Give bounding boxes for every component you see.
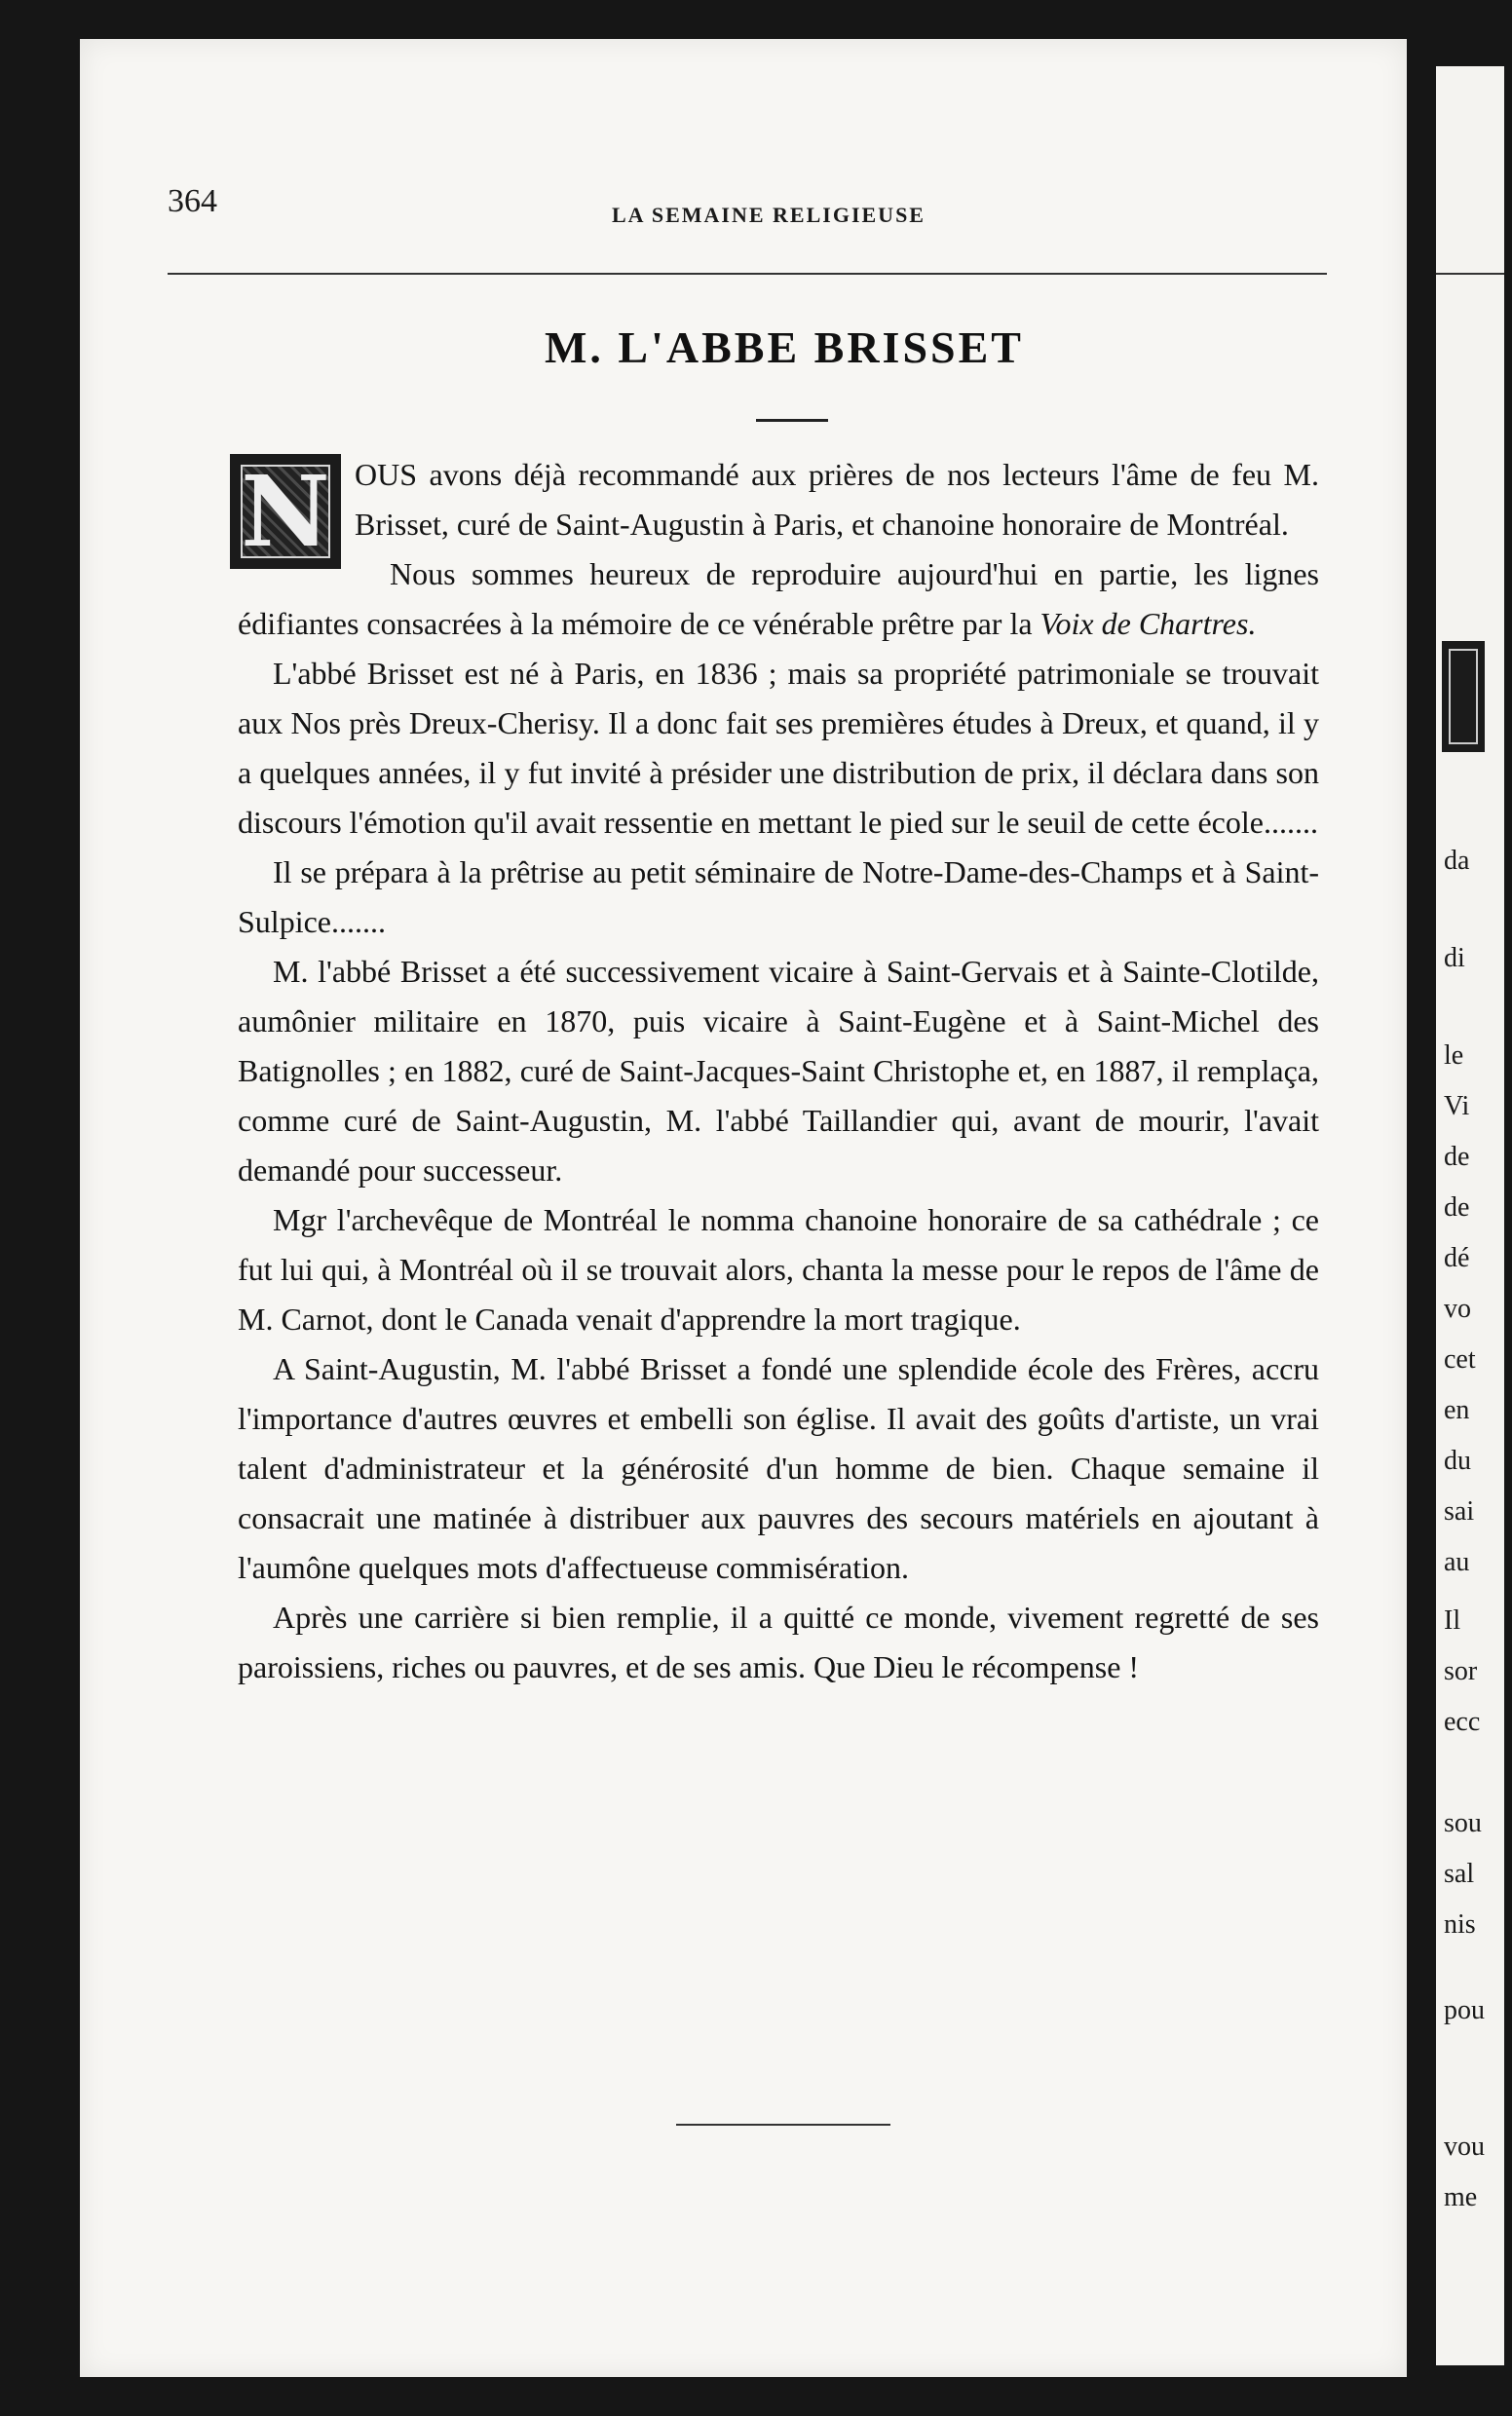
facing-page-fragment: au bbox=[1444, 1547, 1470, 1577]
facing-page-rule bbox=[1436, 273, 1504, 275]
running-title: LA SEMAINE RELIGIEUSE bbox=[612, 203, 926, 227]
facing-page-fragment: en bbox=[1444, 1395, 1470, 1425]
facing-page-fragment: da bbox=[1444, 846, 1470, 876]
facing-page-fragment: vou bbox=[1444, 2132, 1485, 2162]
paragraph-3 bbox=[238, 649, 1319, 848]
paragraph-2 bbox=[238, 549, 1319, 649]
paragraph-text: OUS avons déjà recommandé aux prières de nos lecteurs l'âme de feu M. Brisset, curé de Saint-Augustin à Paris, et chanoine honoraire de Montréal. bbox=[355, 457, 1319, 542]
paragraph-text: Après une carrière si bien remplie, il a quitté ce monde, vivement regretté de ses paroissiens, riches ou pauvres, et de ses amis. Que Dieu le récompense ! bbox=[238, 1600, 1319, 1684]
paragraph-8 bbox=[238, 1593, 1319, 1692]
facing-page-dropcap bbox=[1442, 641, 1485, 752]
page-number: 364 bbox=[168, 183, 217, 219]
title-rule bbox=[756, 419, 828, 422]
paragraph-7 bbox=[238, 1344, 1319, 1593]
end-rule bbox=[676, 2124, 890, 2126]
header-rule bbox=[168, 273, 1327, 275]
dropcap-ornament bbox=[230, 454, 341, 569]
facing-page-fragment: pou bbox=[1444, 1995, 1485, 2025]
facing-page-fragment: de bbox=[1444, 1142, 1470, 1172]
page-header bbox=[168, 183, 1327, 242]
paragraph-text: Nous sommes heureux de reproduire aujourd'hui en partie, les lignes édifiantes consacrées à la mémoire de ce vénérable prêtre par la bbox=[238, 556, 1319, 641]
facing-page-fragment: di bbox=[1444, 943, 1465, 973]
facing-page-edge bbox=[1436, 66, 1504, 2365]
paragraph-6 bbox=[238, 1195, 1319, 1344]
facing-page-fragment: dé bbox=[1444, 1243, 1470, 1273]
source-title: Voix de Chartres. bbox=[1040, 606, 1257, 641]
facing-page-fragment: sai bbox=[1444, 1496, 1475, 1527]
facing-page-fragment: vo bbox=[1444, 1294, 1471, 1324]
facing-page-fragment: Il bbox=[1444, 1605, 1461, 1636]
paragraph-text: M. l'abbé Brisset a été successivement vicaire à Saint-Gervais et à Sainte-Clotilde, aumônier militaire en 1870, puis vicaire à Saint-Eugène et à Saint-Michel des Batignolles ; en 1882, curé de Saint-Jacques-Saint Christophe et, en 1887, il remplaça, comme curé de Saint-Augustin, M. l'abbé Taillandier qui, avant de mourir, l'avait demandé pour successeur. bbox=[238, 954, 1319, 1188]
paragraph-4 bbox=[238, 848, 1319, 947]
paragraph-5 bbox=[238, 947, 1319, 1195]
facing-page-fragment: nis bbox=[1444, 1909, 1476, 1940]
article-title: M. L'ABBE BRISSET bbox=[545, 322, 1024, 372]
paragraph-text: Il se prépara à la prêtrise au petit séminaire de Notre-Dame-des-Champs et à Saint-Sulpice....... bbox=[238, 854, 1319, 939]
paragraph-text: L'abbé Brisset est né à Paris, en 1836 ; mais sa propriété patrimoniale se trouvait aux Nos près Dreux-Cherisy. Il a donc fait ses premières études à Dreux, et quand, il y a quelques années, il y fut invité à présider une distribution de prix, il déclara dans son discours l'émotion qu'il avait ressentie en mettant le pied sur le seuil de cette école....... bbox=[238, 656, 1319, 840]
facing-page-fragment: le bbox=[1444, 1040, 1464, 1071]
facing-page-fragment: sou bbox=[1444, 1808, 1482, 1838]
facing-page-fragment: sal bbox=[1444, 1859, 1475, 1889]
facing-page-fragment: cet bbox=[1444, 1344, 1476, 1375]
facing-page-fragment: du bbox=[1444, 1446, 1471, 1476]
facing-page-fragment: sor bbox=[1444, 1656, 1478, 1686]
paragraph-text: A Saint-Augustin, M. l'abbé Brisset a fondé une splendide école des Frères, accru l'importance d'autres œuvres et embelli son église. Il avait des goûts d'artiste, un vrai talent d'administrateur et la générosité d'un homme de bien. Chaque semaine il consacrait une matinée à distribuer aux pauvres des secours matériels en ajoutant à l'aumône quelques mots d'affectueuse commisération. bbox=[238, 1351, 1319, 1585]
facing-page-fragment: me bbox=[1444, 2182, 1478, 2212]
facing-page-fragment: Vi bbox=[1444, 1091, 1470, 1121]
facing-page-fragment: ecc bbox=[1444, 1707, 1481, 1737]
paragraph-text: Mgr l'archevêque de Montréal le nomma chanoine honoraire de sa cathédrale ; ce fut lui qui, à Montréal où il se trouvait alors, chanta la messe pour le repos de l'âme de M. Carnot, dont le Canada venait d'apprendre la mort tragique. bbox=[238, 1202, 1319, 1337]
facing-page-fragment: de bbox=[1444, 1192, 1470, 1223]
dropcap-letter: N bbox=[241, 454, 330, 569]
paragraph-1 bbox=[238, 450, 1319, 569]
article-body bbox=[238, 450, 1319, 1692]
